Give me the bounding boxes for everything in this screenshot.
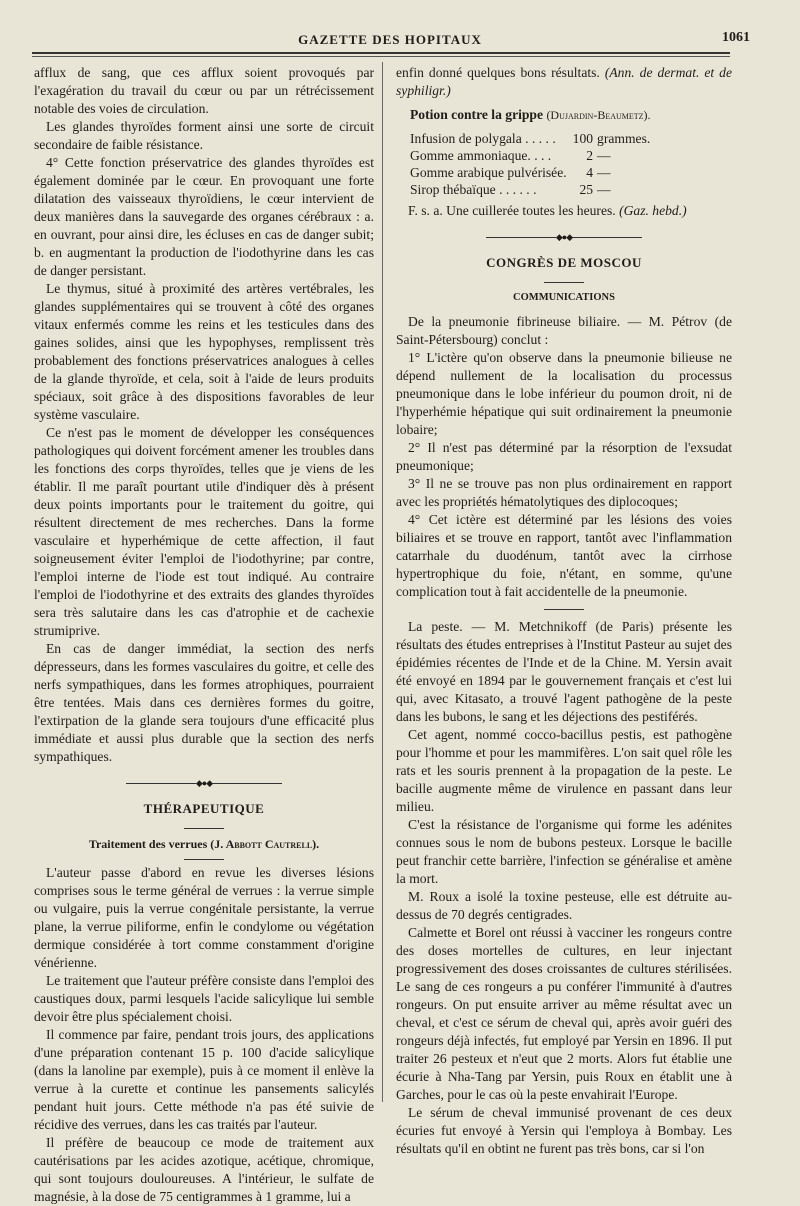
quantity: 2: [586, 148, 594, 163]
paragraph: Le sérum de cheval immunisé provenant de ces deux écuries fut envoyé à Yersin qui l'employa à Bombay. Les résultats qu'il en obtint ne furent pas très bons, car si l'on: [396, 1105, 732, 1156]
section-rule: [184, 828, 224, 829]
recipe-row: [410, 147, 656, 164]
recipe-table: [410, 130, 656, 198]
recipe-row: [410, 181, 656, 198]
article-title: Traitement des verrues: [88, 837, 208, 851]
unit: —: [597, 165, 611, 180]
potion-title: Potion contre la grippe: [410, 107, 544, 122]
potion-author: (Dujardin-Beaumetz).: [546, 108, 651, 122]
page-header: [30, 28, 750, 50]
article-rule: [184, 859, 224, 860]
paragraph: Le thymus, situé à proximité des artères vertébrales, les glandes supplémentaires qui se trouvent à côté des organes vitaux enfermés comme les reins et les testicules dans des gaines solides, ainsi que les hypophyses, remplissent très probablement des fonctions préservatrices analogues à celles de la glande thyroïde, et cela, soit à l'aide de leurs produits spéciaux, soit grâce à des dispositions favorables de leur système vasculaire.: [34, 281, 374, 422]
list-item: 1° L'ictère qu'on observe dans la pneumonie bilieuse ne dépend nullement de la localisation du processus pneumonique dans le lobe inférieur du poumon droit, ni de l'hyperhémie hépatique qui suit ordinairement la pneumonie lobaire;: [396, 350, 732, 437]
left-column: [34, 64, 374, 1206]
header-rule-thin: [32, 56, 730, 57]
article-heading: [34, 835, 374, 853]
unit: —: [597, 148, 611, 163]
ingredient: Gomme ammoniaque. . . .: [410, 148, 552, 163]
list-item: 4° Cet ictère est déterminé par les lésions des voies biliaires et se trouve en rapport, tantôt avec l'inflammation catarrhale du duodénum, tantôt avec la cirrhose hypertrophique du foie, n'étant, en somme, qu'une complication tout à fait accidentelle de la pneumonie.: [396, 512, 732, 599]
recipe-note: F. s. a. Une cuillerée toutes les heures. (Gaz. hebd.): [408, 203, 687, 218]
section-title: THÉRAPEUTIQUE: [143, 801, 265, 816]
paragraph: Calmette et Borel ont réussi à vacciner les rongeurs contre des doses mortelles de cultures, en leur injectant progressivement des doses croissantes de cultures stérilisées. Le sang de ces rongeurs a pu conférer l'immunité à d'autres rongeurs. On put ensuite arriver au même résultat avec un cheval, et c'est ce sérum de cheval qui, après avoir guéri des rongeurs déjà infectés, fut employé par Yersin en 1896. Il put traiter 26 pesteux et n'eut que 2 morts. Alors fut établie une écurie à Nha-Tang par Yersin, puis Roux en établit une à Garches, pour le cas où la peste envahirait l'Europe.: [396, 925, 732, 1102]
paragraph: Ce n'est pas le moment de développer les conséquences pathologiques qui doivent forcément amener les troubles dans les fonctions des corps thyroïdes, telles que je viens de les établir. Il me paraît pourtant utile d'indiquer dès à présent deux points importants pour le traitement du goitre, qui résultent directement de mes recherches. Dans la forme vasculaire et hyperhémique de cette affection, il faut soigneusement éviter l'emploi de l'iodothyrine; par contre, l'emploi interne de l'iode est tout indiqué. Au contraire l'emploi de l'iodothyrine et des extraits des glandes thyroïdes sera très salutaire dans les cas d'atrophie et de cachexie strumiprive.: [34, 425, 374, 638]
paragraph: Il commence par faire, pendant trois jours, des applications d'une préparation contenant 15 p. 100 d'acide salicylique (dans la lanoline par exemple), puis à ce moment il enlève la verrue à la curette et continue les pansements salicylés pendant huit jours. Cette méthode n'a pas été suivie de récidive des verrues, dans les cas traités par l'auteur.: [34, 1027, 374, 1132]
communications-heading: COMMUNICATIONS: [513, 292, 615, 303]
potion-heading: [410, 106, 732, 124]
right-column: [396, 64, 732, 1158]
paragraph: C'est la résistance de l'organisme qui forme les adénites connues sous le nom de bubons pesteux. Lorsque le bacille peut franchir cette barrière, l'infection se généralise et amène la mort.: [396, 817, 732, 886]
header-rule: [32, 52, 730, 54]
paragraph: L'auteur passe d'abord en revue les diverses lésions comprises sous le terme général de verrues : la verrue simple ou vulgaire, puis la verrue congénitale persistante, la verrue plane, la verrue piliforme, enfin le condylome ou végétation dermique considérée à tort comme constamment d'origine vénérienne.: [34, 865, 374, 970]
ingredient: Gomme arabique pulvérisée.: [410, 165, 567, 180]
journal-title: GAZETTE DES HOPITAUX: [298, 32, 482, 47]
paragraph: M. Roux a isolé la toxine pesteuse, elle est détruite au-dessus de 70 degrés centigrades.: [396, 889, 732, 922]
article-author: (J. Abbott Cautrell).: [210, 837, 320, 851]
paragraph: Cet agent, nommé cocco-bacillus pestis, est pathogène pour l'homme et pour les mammifères. L'on sait quel rôle les rats et les souris prennent à la propagation de la peste. Le bacille augmente même de virulence en passant dans leur milieu.: [396, 727, 732, 814]
page-number: 1061: [722, 30, 750, 45]
recipe-row: [410, 130, 656, 147]
section-rule: [544, 282, 584, 283]
quantity: 25: [579, 182, 594, 197]
unit: —: [597, 182, 611, 197]
peste-heading: La peste. — M. Metchnikoff (de Paris) présente les résultats des études entreprises à l'Institut Pasteur au sujet des épidémies récentes de l'Inde et de la Chine. M. Yersin avait été envoyé en 1894 par le gouvernement français et c'est lui qui, avec Kitasato, a trouvé l'agent pathogène de la peste dans les bubons, le sang et les déjections des pestiférés.: [396, 619, 732, 724]
column-divider: [382, 62, 383, 1102]
ingredient: Infusion de polygala . . . . .: [410, 131, 556, 146]
list-item: 3° Il ne se trouve pas non plus ordinairement en rapport avec les propriétés hématolytiques des diplocoques;: [396, 476, 732, 509]
paragraph: En cas de danger immédiat, la section des nerfs dépresseurs, dans les formes vasculaires du goitre, et celle des nerfs sympathiques, dans les formes atrophiques, pourraient être tentées. Mais dans ces dernières formes du goitre, l'extirpation de la glande sera toujours d'une efficacité plus immédiate et aussi plus durable que la section des nerfs sympathiques.: [34, 641, 374, 764]
section-ornament: ◆●◆: [396, 228, 732, 246]
quantity: 100: [572, 131, 594, 146]
paragraph: Les glandes thyroïdes forment ainsi une sorte de circuit secondaire de faible résistance.: [34, 119, 374, 152]
recipe-reference: (Gaz. hebd.): [619, 203, 687, 218]
unit: grammes.: [597, 131, 651, 146]
paragraph: Il préfère de beaucoup ce mode de traitement aux cautérisations par les acides azotique, acétique, chromique, qui sont toujours douloureuses. A l'intérieur, le sulfate de magnésie, à la dose de 75 centigrammes à 1 gramme, lui a: [34, 1135, 374, 1204]
section-ornament: ◆●◆: [34, 774, 374, 792]
quantity: 4: [586, 165, 594, 180]
article-rule: [544, 609, 584, 610]
intro-text: enfin donné quelques bons résultats.: [396, 65, 600, 80]
paragraph: Le traitement que l'auteur préfère consiste dans l'emploi des caustiques doux, parmi lesquels l'acide salicylique lui semble devoir être plus spécialement choisi.: [34, 973, 374, 1024]
intro-reference: (Ann. de dermat. et de syphiligr.): [396, 65, 732, 98]
pneumonie-heading: De la pneumonie fibrineuse biliaire. — M. Pétrov (de Saint-Pétersbourg) conclut :: [396, 314, 732, 347]
paragraph: [396, 64, 732, 100]
list-item: 2° Il n'est pas déterminé par la résorption de l'exsudat pneumonique;: [396, 440, 732, 473]
paragraph: 4° Cette fonction préservatrice des glandes thyroïdes est également dominée par le cœur. En provoquant une forte dilatation des vaisseaux thyroïdiens, le cœur intervient de deux manières dans la sauvegarde des organes cérébraux : a. en ouvrant, pour ainsi dire, les écluses en cas de danger subit; b. en augmentant la production de l'iodothyrine dans les cas de danger persistant.: [34, 155, 374, 278]
ingredient: Sirop thébaïque . . . . . .: [410, 182, 537, 197]
congress-title: CONGRÈS DE MOSCOU: [486, 255, 642, 270]
paragraph: afflux de sang, que ces afflux soient provoqués par l'exagération du travail du cœur ou par un rétrécissement notable des voies de circulation.: [34, 65, 374, 116]
recipe-row: [410, 164, 656, 181]
